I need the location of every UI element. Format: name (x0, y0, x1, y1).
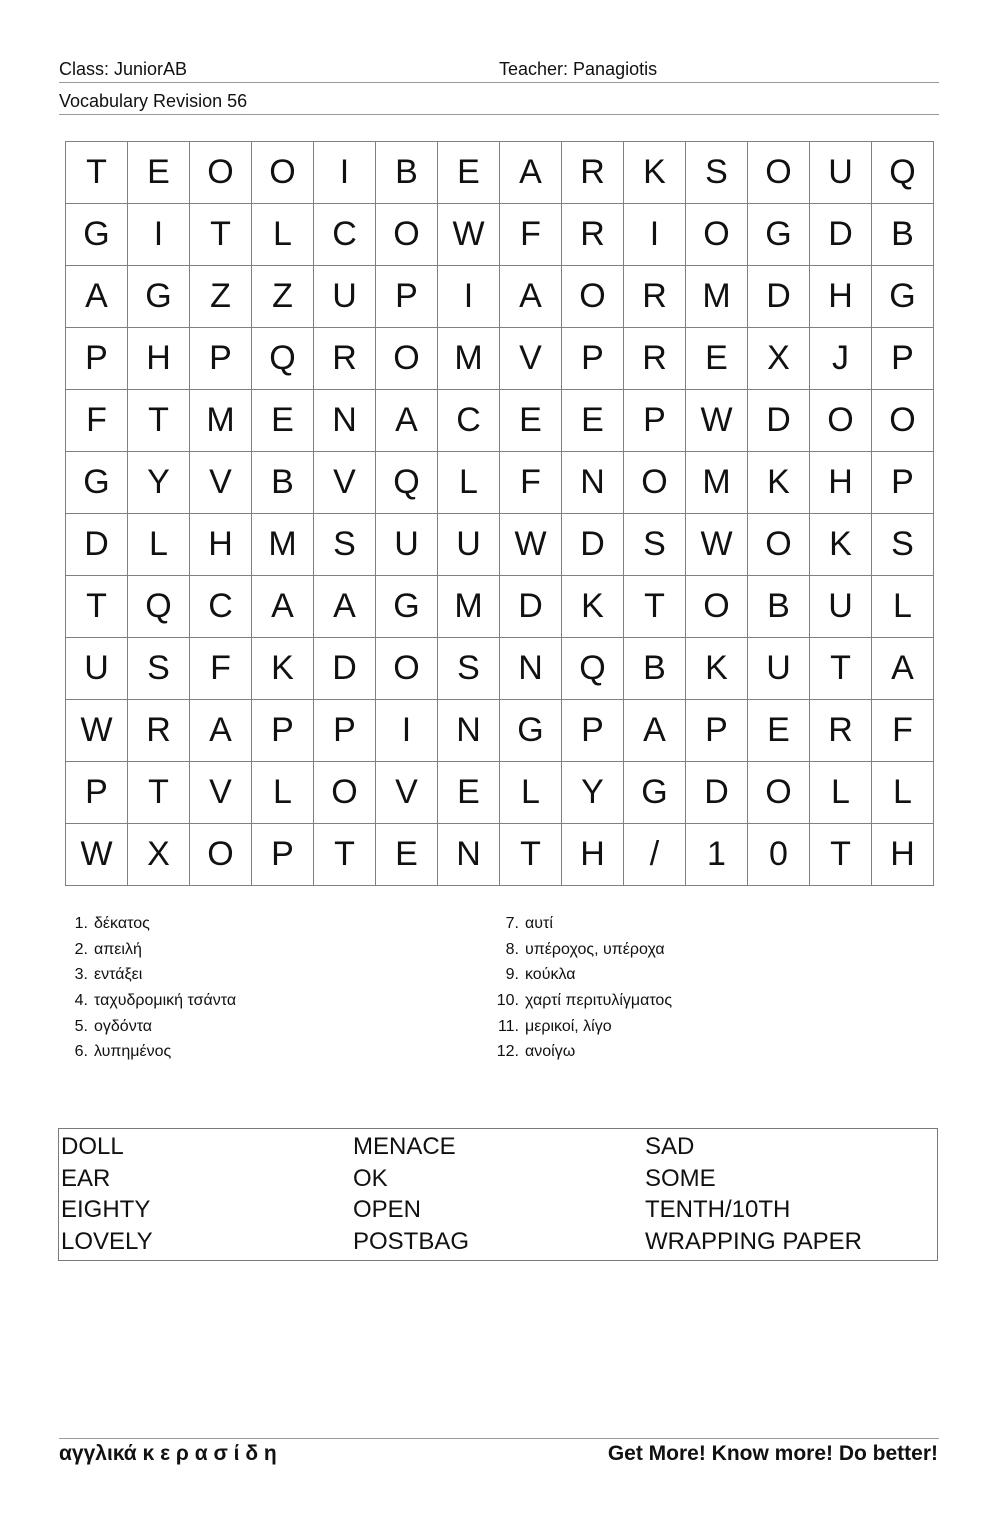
grid-cell[interactable]: H (810, 266, 872, 328)
grid-row (66, 142, 934, 204)
grid-cell[interactable]: V (314, 452, 376, 514)
grid-cell[interactable]: N (314, 390, 376, 452)
grid-cell[interactable]: P (624, 390, 686, 452)
grid-cell[interactable]: B (872, 204, 934, 266)
word-bank-column (645, 1131, 862, 1257)
grid-cell[interactable]: O (376, 638, 438, 700)
grid-cell[interactable]: J (810, 328, 872, 390)
grid-cell[interactable]: V (500, 328, 562, 390)
grid-cell[interactable]: E (128, 142, 190, 204)
grid-cell[interactable]: K (686, 638, 748, 700)
grid-cell[interactable]: O (748, 514, 810, 576)
grid-cell[interactable]: S (624, 514, 686, 576)
clue-item (59, 913, 236, 939)
grid-cell[interactable]: H (810, 452, 872, 514)
grid-cell[interactable]: / (624, 824, 686, 886)
grid-cell[interactable]: M (252, 514, 314, 576)
grid-cell[interactable]: E (686, 328, 748, 390)
clue-number: 4. (74, 992, 88, 1010)
grid-cell[interactable]: L (810, 762, 872, 824)
grid-cell[interactable]: H (128, 328, 190, 390)
grid-cell[interactable]: D (314, 638, 376, 700)
word-bank-column (61, 1131, 153, 1257)
grid-cell[interactable]: P (252, 824, 314, 886)
clue-item (490, 1016, 672, 1042)
clue-item (490, 990, 672, 1016)
word-bank-word: EIGHTY (61, 1196, 151, 1223)
grid-cell[interactable]: K (748, 452, 810, 514)
clue-text: υπέροχος, υπέροχα (525, 940, 665, 958)
grid-cell[interactable]: H (562, 824, 624, 886)
grid-cell[interactable]: B (376, 142, 438, 204)
grid-cell[interactable]: M (190, 390, 252, 452)
grid-cell[interactable]: R (562, 204, 624, 266)
grid-cell[interactable]: K (624, 142, 686, 204)
clue-item (59, 990, 236, 1016)
grid-cell[interactable]: D (562, 514, 624, 576)
grid-cell[interactable]: T (624, 576, 686, 638)
grid-cell[interactable]: G (748, 204, 810, 266)
grid-cell[interactable]: L (872, 576, 934, 638)
grid-cell[interactable]: L (872, 762, 934, 824)
grid-cell[interactable]: K (252, 638, 314, 700)
grid-cell[interactable]: C (314, 204, 376, 266)
grid-cell[interactable]: A (500, 266, 562, 328)
clue-text: εντάξει (94, 966, 143, 984)
header-divider (59, 82, 939, 83)
grid-cell[interactable]: G (66, 204, 128, 266)
grid-cell[interactable]: T (190, 204, 252, 266)
grid-cell[interactable]: V (190, 452, 252, 514)
grid-cell[interactable]: L (128, 514, 190, 576)
grid-cell[interactable]: G (66, 452, 128, 514)
teacher-label: Teacher: Panagiotis (499, 59, 658, 79)
clue-item (490, 964, 672, 990)
grid-cell[interactable]: Q (128, 576, 190, 638)
grid-cell[interactable]: O (686, 576, 748, 638)
grid-cell[interactable]: E (438, 142, 500, 204)
grid-cell[interactable]: H (190, 514, 252, 576)
grid-cell[interactable]: A (314, 576, 376, 638)
grid-cell[interactable]: V (190, 762, 252, 824)
grid-cell[interactable]: V (376, 762, 438, 824)
grid-cell[interactable]: P (190, 328, 252, 390)
clue-text: κούκλα (525, 966, 576, 984)
grid-cell[interactable]: P (562, 328, 624, 390)
grid-cell[interactable]: D (686, 762, 748, 824)
clue-number: 5. (74, 1017, 88, 1035)
grid-cell[interactable]: L (252, 204, 314, 266)
grid-cell[interactable]: A (624, 700, 686, 762)
grid-cell[interactable]: A (500, 142, 562, 204)
grid-cell[interactable]: A (872, 638, 934, 700)
grid-cell[interactable]: E (748, 700, 810, 762)
grid-cell[interactable]: T (128, 390, 190, 452)
grid-cell[interactable]: Q (252, 328, 314, 390)
grid-cell[interactable]: D (810, 204, 872, 266)
grid-cell[interactable]: S (686, 142, 748, 204)
grid-cell[interactable]: A (252, 576, 314, 638)
grid-cell[interactable]: T (314, 824, 376, 886)
word-bank-word: SOME (645, 1164, 716, 1192)
grid-cell[interactable]: X (748, 328, 810, 390)
grid-cell[interactable]: A (190, 700, 252, 762)
grid-cell[interactable]: T (810, 824, 872, 886)
grid-cell[interactable]: O (810, 390, 872, 452)
worksheet-title: Vocabulary Revision 56 (59, 91, 248, 111)
footer-brand: αγγλικά κ ε ρ α σ ί δ η (59, 1442, 277, 1465)
grid-cell[interactable]: K (810, 514, 872, 576)
grid-cell[interactable]: X (128, 824, 190, 886)
grid-cell[interactable]: R (128, 700, 190, 762)
grid-cell[interactable]: U (376, 514, 438, 576)
grid-cell[interactable]: N (500, 638, 562, 700)
grid-cell[interactable]: S (438, 638, 500, 700)
grid-cell[interactable]: W (66, 824, 128, 886)
word-bank-column (353, 1131, 469, 1257)
grid-cell[interactable]: U (66, 638, 128, 700)
grid-cell[interactable]: P (314, 700, 376, 762)
clue-text: δέκατος (94, 915, 150, 932)
grid-cell[interactable]: M (438, 576, 500, 638)
grid-cell[interactable]: O (376, 328, 438, 390)
grid-cell[interactable]: G (376, 576, 438, 638)
grid-cell[interactable]: Z (252, 266, 314, 328)
grid-cell[interactable]: U (810, 576, 872, 638)
grid-cell[interactable]: 1 (686, 824, 748, 886)
grid-cell[interactable]: O (376, 204, 438, 266)
grid-cell[interactable]: M (686, 452, 748, 514)
clue-text: μερικοί, λίγο (525, 1017, 612, 1035)
grid-cell[interactable]: T (128, 762, 190, 824)
clue-text: ταχυδρομική τσάντα (94, 992, 237, 1010)
word-search-grid (65, 141, 934, 886)
grid-cell[interactable]: Z (190, 266, 252, 328)
grid-cell[interactable]: S (314, 514, 376, 576)
grid-cell[interactable]: G (128, 266, 190, 328)
grid-cell[interactable]: Q (376, 452, 438, 514)
grid-cell[interactable]: 0 (748, 824, 810, 886)
grid-cell[interactable]: M (686, 266, 748, 328)
grid-cell[interactable]: F (500, 204, 562, 266)
grid-cell[interactable]: W (66, 700, 128, 762)
grid-row (66, 638, 934, 700)
grid-cell[interactable]: S (872, 514, 934, 576)
clue-item (59, 1041, 236, 1067)
grid-row (66, 824, 934, 886)
grid-cell[interactable]: D (748, 266, 810, 328)
grid-cell[interactable]: M (438, 328, 500, 390)
clue-number: 2. (74, 940, 88, 958)
word-bank-word: MENACE (353, 1133, 456, 1160)
grid-cell[interactable]: C (190, 576, 252, 638)
grid-cell[interactable]: O (190, 142, 252, 204)
grid-row (66, 762, 934, 824)
grid-cell[interactable]: B (252, 452, 314, 514)
grid-cell[interactable]: Y (128, 452, 190, 514)
grid-cell[interactable]: S (128, 638, 190, 700)
grid-cell[interactable]: O (562, 266, 624, 328)
grid-cell[interactable]: O (748, 142, 810, 204)
clue-text: ανοίγω (525, 1043, 576, 1061)
grid-cell[interactable]: E (500, 390, 562, 452)
clue-text: χαρτί περιτυλίγματος (525, 992, 673, 1010)
grid-cell[interactable]: I (438, 266, 500, 328)
word-bank-word: LOVELY (61, 1227, 153, 1255)
footer-slogan: Get More! Know more! Do better! (607, 1442, 938, 1465)
footer-divider (59, 1438, 939, 1439)
grid-cell[interactable]: E (562, 390, 624, 452)
grid-cell[interactable]: D (500, 576, 562, 638)
clue-number: 12. (496, 1043, 519, 1061)
grid-cell[interactable]: O (314, 762, 376, 824)
grid-cell[interactable]: N (438, 700, 500, 762)
grid-row (66, 514, 934, 576)
grid-cell[interactable]: R (314, 328, 376, 390)
grid-cell[interactable]: W (500, 514, 562, 576)
grid-cell[interactable]: L (438, 452, 500, 514)
grid-cell[interactable]: I (128, 204, 190, 266)
grid-row (66, 328, 934, 390)
grid-cell[interactable]: K (562, 576, 624, 638)
clue-item (490, 913, 672, 939)
grid-cell[interactable]: O (624, 452, 686, 514)
word-bank-word: DOLL (61, 1133, 124, 1160)
grid-cell[interactable]: R (624, 328, 686, 390)
clue-number: 3. (74, 966, 88, 984)
clue-text: ογδόντα (94, 1017, 153, 1035)
grid-cell[interactable]: U (810, 142, 872, 204)
clue-number: 10. (496, 992, 519, 1010)
grid-cell[interactable]: E (438, 762, 500, 824)
grid-cell[interactable]: W (438, 204, 500, 266)
grid-cell[interactable]: G (500, 700, 562, 762)
grid-cell[interactable]: A (376, 390, 438, 452)
clue-number: 1. (74, 915, 88, 932)
grid-cell[interactable]: G (872, 266, 934, 328)
word-bank-word: WRAPPING PAPER (645, 1227, 862, 1255)
grid-cell[interactable]: W (686, 390, 748, 452)
grid-cell[interactable]: B (748, 576, 810, 638)
grid-cell[interactable]: T (66, 576, 128, 638)
grid-row (66, 204, 934, 266)
grid-cell[interactable]: P (872, 452, 934, 514)
word-bank-word: EAR (61, 1164, 111, 1192)
word-bank-word: SAD (645, 1133, 695, 1160)
grid-cell[interactable]: N (438, 824, 500, 886)
grid-row (66, 576, 934, 638)
grid-cell[interactable]: U (748, 638, 810, 700)
grid-cell[interactable]: F (500, 452, 562, 514)
word-bank-word: OK (353, 1164, 388, 1192)
grid-cell[interactable]: I (376, 700, 438, 762)
grid-cell[interactable]: Q (562, 638, 624, 700)
grid-cell[interactable]: W (686, 514, 748, 576)
grid-cell[interactable]: L (500, 762, 562, 824)
clue-item (59, 1016, 236, 1042)
class-label: Class: JuniorAB (59, 59, 188, 79)
grid-row (66, 452, 934, 514)
clue-number: 8. (505, 940, 519, 958)
grid-cell[interactable]: R (624, 266, 686, 328)
grid-cell[interactable]: O (686, 204, 748, 266)
grid-cell[interactable]: P (66, 328, 128, 390)
grid-cell[interactable]: R (810, 700, 872, 762)
word-bank-word: POSTBAG (353, 1227, 470, 1255)
grid-cell[interactable]: I (624, 204, 686, 266)
word-bank-word: TENTH/10TH (645, 1196, 791, 1223)
grid-cell[interactable]: P (66, 762, 128, 824)
grid-cell[interactable]: D (66, 514, 128, 576)
grid-cell[interactable]: P (686, 700, 748, 762)
grid-cell[interactable]: G (624, 762, 686, 824)
clue-number: 11. (497, 1017, 519, 1035)
clue-item (490, 939, 672, 965)
grid-cell[interactable]: Q (872, 142, 934, 204)
grid-cell[interactable]: P (872, 328, 934, 390)
grid-cell[interactable]: F (872, 700, 934, 762)
grid-cell[interactable]: O (872, 390, 934, 452)
clue-text: αυτί (525, 915, 553, 932)
grid-cell[interactable]: N (562, 452, 624, 514)
grid-row (66, 390, 934, 452)
grid-cell[interactable]: T (500, 824, 562, 886)
grid-cell[interactable]: O (190, 824, 252, 886)
grid-cell[interactable]: Y (562, 762, 624, 824)
grid-row (66, 700, 934, 762)
grid-cell[interactable]: O (252, 142, 314, 204)
grid-cell[interactable]: P (252, 700, 314, 762)
grid-cell[interactable]: C (438, 390, 500, 452)
clue-number: 9. (505, 966, 519, 984)
clue-list-left (59, 913, 236, 1067)
clue-item (490, 1041, 672, 1067)
word-bank (58, 1128, 938, 1261)
clue-item (59, 939, 236, 965)
grid-cell[interactable]: E (376, 824, 438, 886)
clue-number: 7. (505, 915, 519, 932)
word-bank-word: OPEN (353, 1196, 422, 1223)
grid-cell[interactable]: T (810, 638, 872, 700)
grid-cell[interactable]: R (562, 142, 624, 204)
grid-row (66, 266, 934, 328)
grid-cell[interactable]: L (252, 762, 314, 824)
grid-cell[interactable]: P (562, 700, 624, 762)
grid-cell[interactable]: U (314, 266, 376, 328)
grid-cell[interactable]: T (66, 142, 128, 204)
grid-cell[interactable]: F (66, 390, 128, 452)
clue-text: λυπημένος (94, 1043, 172, 1061)
grid-cell[interactable]: B (624, 638, 686, 700)
grid-cell[interactable]: D (748, 390, 810, 452)
grid-cell[interactable]: O (748, 762, 810, 824)
clue-list-right (490, 913, 672, 1067)
grid-cell[interactable]: I (314, 142, 376, 204)
title-divider (59, 114, 939, 115)
grid-cell[interactable]: A (66, 266, 128, 328)
grid-cell[interactable]: F (190, 638, 252, 700)
clue-number: 6. (74, 1043, 88, 1061)
clue-item (59, 964, 236, 990)
grid-cell[interactable]: U (438, 514, 500, 576)
clue-text: απειλή (94, 940, 142, 958)
grid-cell[interactable]: P (376, 266, 438, 328)
grid-cell[interactable]: H (872, 824, 934, 886)
grid-cell[interactable]: E (252, 390, 314, 452)
